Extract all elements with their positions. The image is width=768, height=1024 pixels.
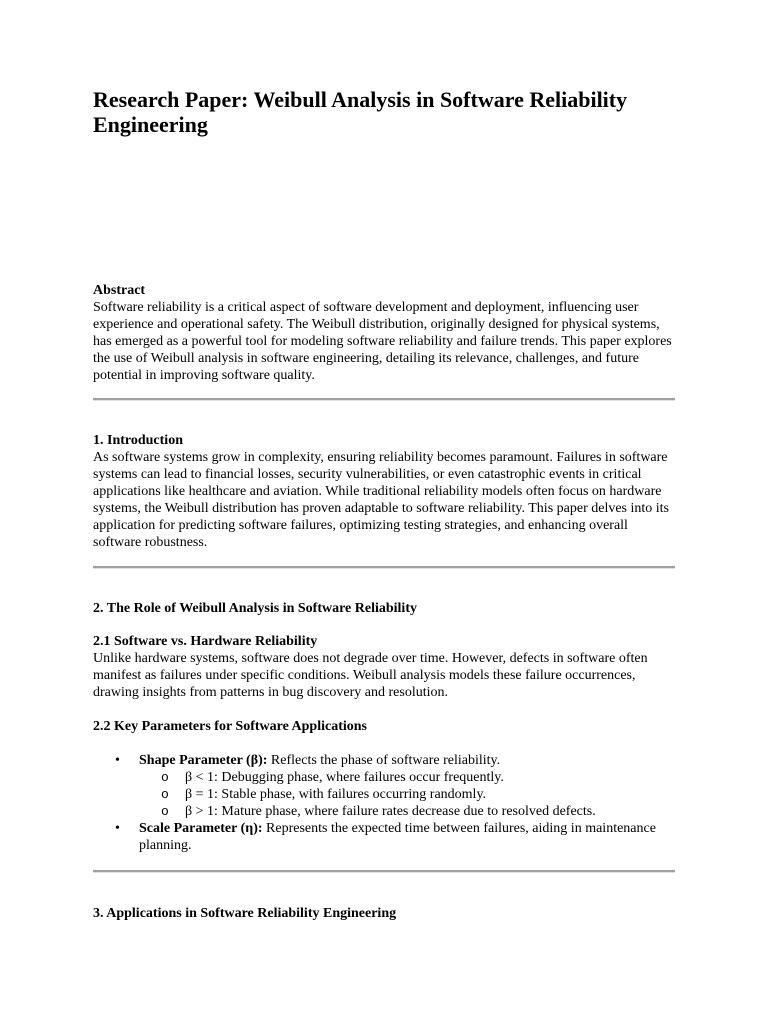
sub-bullet-icon: o: [161, 787, 169, 802]
section-divider: [93, 870, 675, 873]
section-2-1-heading: 2.1 Software vs. Hardware Reliability: [93, 634, 318, 649]
section-divider: [93, 398, 675, 401]
sub-bullet-icon: o: [161, 770, 169, 785]
section-divider: [93, 566, 675, 569]
introduction-text: As software systems grow in complexity, ensuring reliability becomes paramount. Failures in software systems can lead to financial losses, security vulnerabilities, or even catastrophic events in critical applications like healthcare and aviation. While traditional reliability models often focus on hardware systems, the Weibull distribution has proven adaptable to software reliability. This paper delves into its application for predicting software failures, optimizing testing strategies, and enhancing overall software robustness.: [93, 450, 670, 550]
section-3-heading: 3. Applications in Software Reliability Engineering: [93, 906, 397, 921]
sub-bullet-icon: o: [161, 804, 169, 819]
sub-item-text: β = 1: Stable phase, with failures occurring randomly.: [185, 787, 487, 802]
section-2-heading: 2. The Role of Weibull Analysis in Software Reliability: [93, 601, 417, 616]
abstract-section: [93, 282, 675, 384]
section-2-2: [93, 718, 675, 735]
scale-parameter-label: Scale Parameter (η):: [139, 821, 263, 836]
section-2-1: [93, 633, 675, 701]
page-title: Research Paper: Weibull Analysis in Software Reliability Engineering: [93, 87, 628, 137]
sub-item-text: β < 1: Debugging phase, where failures occur frequently.: [185, 770, 504, 785]
shape-parameter-sublist: [139, 769, 675, 820]
parameter-list: [93, 752, 675, 854]
bullet-icon: •: [115, 821, 120, 836]
sub-item-text: β > 1: Mature phase, where failure rates decrease due to resolved defects.: [185, 804, 596, 819]
section-3: [93, 905, 675, 922]
abstract-heading: Abstract: [93, 283, 146, 298]
section-2-2-heading: 2.2 Key Parameters for Software Applications: [93, 719, 367, 734]
section-2: [93, 600, 675, 617]
shape-parameter-text: Reflects the phase of software reliability.: [267, 753, 501, 768]
scale-parameter-text: Represents the expected time between failures, aiding in maintenance planning.: [139, 821, 656, 853]
list-item: [139, 769, 675, 786]
abstract-text: Software reliability is a critical aspect of software development and deployment, influencing user experience and operational safety. The Weibull distribution, originally designed for physical systems, has emerged as a powerful tool for modeling software reliability and failure trends. This paper explores the use of Weibull analysis in software engineering, detailing its relevance, challenges, and future potential in improving software quality.: [93, 300, 672, 383]
list-item: [93, 752, 675, 820]
list-item: [139, 786, 675, 803]
section-2-1-text: Unlike hardware systems, software does not degrade over time. However, defects in software often manifest as failures under specific conditions. Weibull analysis models these failure occurrences, drawing insights from patterns in bug discovery and resolution.: [93, 651, 648, 700]
list-item: [93, 820, 675, 854]
shape-parameter-label: Shape Parameter (β):: [139, 753, 268, 768]
introduction-heading: 1. Introduction: [93, 433, 183, 448]
introduction-section: [93, 432, 675, 551]
parameter-list-container: [93, 752, 675, 854]
bullet-icon: •: [115, 753, 120, 768]
list-item: [139, 803, 675, 820]
